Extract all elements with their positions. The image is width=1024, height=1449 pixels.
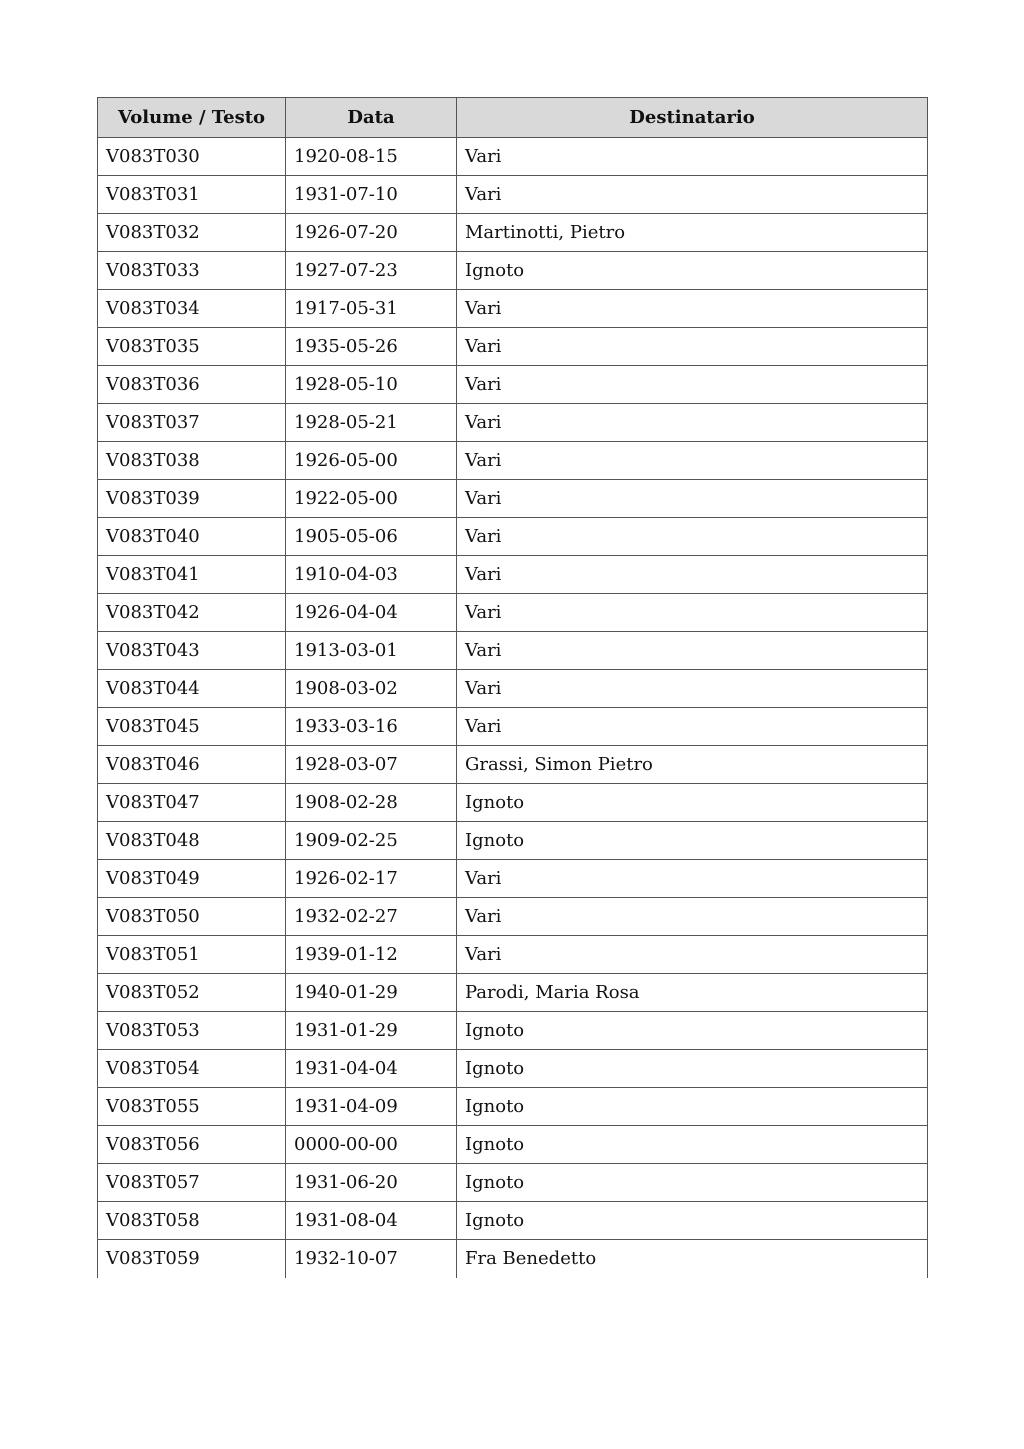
cell-volume-testo: V083T059 <box>98 1240 286 1278</box>
cell-destinatario: Vari <box>457 860 928 898</box>
table-row <box>98 670 928 708</box>
cell-data: 1927-07-23 <box>286 252 457 290</box>
cell-data: 1926-02-17 <box>286 860 457 898</box>
cell-volume-testo: V083T033 <box>98 252 286 290</box>
cell-destinatario: Martinotti, Pietro <box>457 214 928 252</box>
cell-data: 1928-05-21 <box>286 404 457 442</box>
header-row <box>98 98 928 138</box>
cell-data: 1932-10-07 <box>286 1240 457 1278</box>
cell-destinatario: Vari <box>457 518 928 556</box>
table-row <box>98 176 928 214</box>
letters-table <box>97 97 928 1278</box>
cell-data: 1931-01-29 <box>286 1012 457 1050</box>
table-row <box>98 404 928 442</box>
cell-data: 1909-02-25 <box>286 822 457 860</box>
table-row <box>98 860 928 898</box>
cell-data: 1926-07-20 <box>286 214 457 252</box>
table-row <box>98 1240 928 1278</box>
cell-data: 1940-01-29 <box>286 974 457 1012</box>
cell-volume-testo: V083T056 <box>98 1126 286 1164</box>
table-row <box>98 480 928 518</box>
cell-volume-testo: V083T035 <box>98 328 286 366</box>
cell-volume-testo: V083T034 <box>98 290 286 328</box>
cell-destinatario: Vari <box>457 556 928 594</box>
cell-volume-testo: V083T039 <box>98 480 286 518</box>
cell-destinatario: Vari <box>457 936 928 974</box>
table-row <box>98 1164 928 1202</box>
table-row <box>98 556 928 594</box>
cell-volume-testo: V083T031 <box>98 176 286 214</box>
cell-volume-testo: V083T030 <box>98 138 286 176</box>
cell-volume-testo: V083T036 <box>98 366 286 404</box>
header-destinatario: Destinatario <box>457 98 928 138</box>
cell-volume-testo: V083T037 <box>98 404 286 442</box>
table-row <box>98 442 928 480</box>
cell-volume-testo: V083T040 <box>98 518 286 556</box>
cell-destinatario: Vari <box>457 898 928 936</box>
cell-volume-testo: V083T057 <box>98 1164 286 1202</box>
table-row <box>98 746 928 784</box>
cell-volume-testo: V083T053 <box>98 1012 286 1050</box>
cell-data: 1917-05-31 <box>286 290 457 328</box>
cell-data: 1931-06-20 <box>286 1164 457 1202</box>
cell-data: 1939-01-12 <box>286 936 457 974</box>
cell-volume-testo: V083T032 <box>98 214 286 252</box>
table-row <box>98 366 928 404</box>
table-row <box>98 708 928 746</box>
cell-data: 1935-05-26 <box>286 328 457 366</box>
cell-data: 1932-02-27 <box>286 898 457 936</box>
table-row <box>98 594 928 632</box>
cell-destinatario: Ignoto <box>457 822 928 860</box>
table-row <box>98 1126 928 1164</box>
cell-volume-testo: V083T058 <box>98 1202 286 1240</box>
table-row <box>98 1202 928 1240</box>
table-row <box>98 518 928 556</box>
cell-destinatario: Vari <box>457 404 928 442</box>
cell-destinatario: Ignoto <box>457 1202 928 1240</box>
cell-destinatario: Vari <box>457 708 928 746</box>
cell-data: 1931-04-09 <box>286 1088 457 1126</box>
cell-data: 1931-04-04 <box>286 1050 457 1088</box>
cell-volume-testo: V083T038 <box>98 442 286 480</box>
cell-destinatario: Vari <box>457 176 928 214</box>
table-header <box>98 98 928 138</box>
cell-destinatario: Vari <box>457 442 928 480</box>
cell-destinatario: Ignoto <box>457 1088 928 1126</box>
cell-volume-testo: V083T051 <box>98 936 286 974</box>
cell-destinatario: Vari <box>457 480 928 518</box>
cell-data: 1908-03-02 <box>286 670 457 708</box>
cell-data: 1926-05-00 <box>286 442 457 480</box>
table-row <box>98 290 928 328</box>
header-data: Data <box>286 98 457 138</box>
cell-data: 1928-05-10 <box>286 366 457 404</box>
cell-destinatario: Vari <box>457 594 928 632</box>
cell-destinatario: Vari <box>457 290 928 328</box>
cell-destinatario: Ignoto <box>457 252 928 290</box>
cell-volume-testo: V083T041 <box>98 556 286 594</box>
cell-volume-testo: V083T054 <box>98 1050 286 1088</box>
cell-data: 1931-08-04 <box>286 1202 457 1240</box>
cell-volume-testo: V083T049 <box>98 860 286 898</box>
table-row <box>98 784 928 822</box>
cell-data: 1910-04-03 <box>286 556 457 594</box>
cell-destinatario: Ignoto <box>457 1012 928 1050</box>
cell-data: 1905-05-06 <box>286 518 457 556</box>
cell-data: 1908-02-28 <box>286 784 457 822</box>
table-row <box>98 898 928 936</box>
cell-data: 1933-03-16 <box>286 708 457 746</box>
table-row <box>98 214 928 252</box>
cell-destinatario: Ignoto <box>457 784 928 822</box>
cell-destinatario: Ignoto <box>457 1050 928 1088</box>
cell-volume-testo: V083T042 <box>98 594 286 632</box>
cell-data: 1922-05-00 <box>286 480 457 518</box>
cell-data: 1928-03-07 <box>286 746 457 784</box>
table-row <box>98 138 928 176</box>
table-row <box>98 1088 928 1126</box>
cell-volume-testo: V083T043 <box>98 632 286 670</box>
table-row <box>98 328 928 366</box>
cell-volume-testo: V083T046 <box>98 746 286 784</box>
table-row <box>98 1012 928 1050</box>
table-row <box>98 974 928 1012</box>
cell-volume-testo: V083T048 <box>98 822 286 860</box>
cell-volume-testo: V083T050 <box>98 898 286 936</box>
cell-data: 1913-03-01 <box>286 632 457 670</box>
cell-destinatario: Vari <box>457 632 928 670</box>
cell-destinatario: Ignoto <box>457 1126 928 1164</box>
cell-destinatario: Ignoto <box>457 1164 928 1202</box>
cell-volume-testo: V083T052 <box>98 974 286 1012</box>
table-row <box>98 822 928 860</box>
cell-destinatario: Parodi, Maria Rosa <box>457 974 928 1012</box>
cell-destinatario: Vari <box>457 138 928 176</box>
header-volume-testo: Volume / Testo <box>98 98 286 138</box>
cell-destinatario: Vari <box>457 328 928 366</box>
cell-data: 0000-00-00 <box>286 1126 457 1164</box>
table-row <box>98 936 928 974</box>
cell-volume-testo: V083T047 <box>98 784 286 822</box>
document-page <box>97 97 927 1278</box>
table-body <box>98 138 928 1278</box>
cell-data: 1920-08-15 <box>286 138 457 176</box>
table-row <box>98 252 928 290</box>
cell-data: 1931-07-10 <box>286 176 457 214</box>
cell-volume-testo: V083T045 <box>98 708 286 746</box>
table-row <box>98 1050 928 1088</box>
cell-destinatario: Fra Benedetto <box>457 1240 928 1278</box>
table-row <box>98 632 928 670</box>
cell-destinatario: Vari <box>457 366 928 404</box>
cell-destinatario: Grassi, Simon Pietro <box>457 746 928 784</box>
cell-volume-testo: V083T055 <box>98 1088 286 1126</box>
cell-destinatario: Vari <box>457 670 928 708</box>
cell-data: 1926-04-04 <box>286 594 457 632</box>
cell-volume-testo: V083T044 <box>98 670 286 708</box>
